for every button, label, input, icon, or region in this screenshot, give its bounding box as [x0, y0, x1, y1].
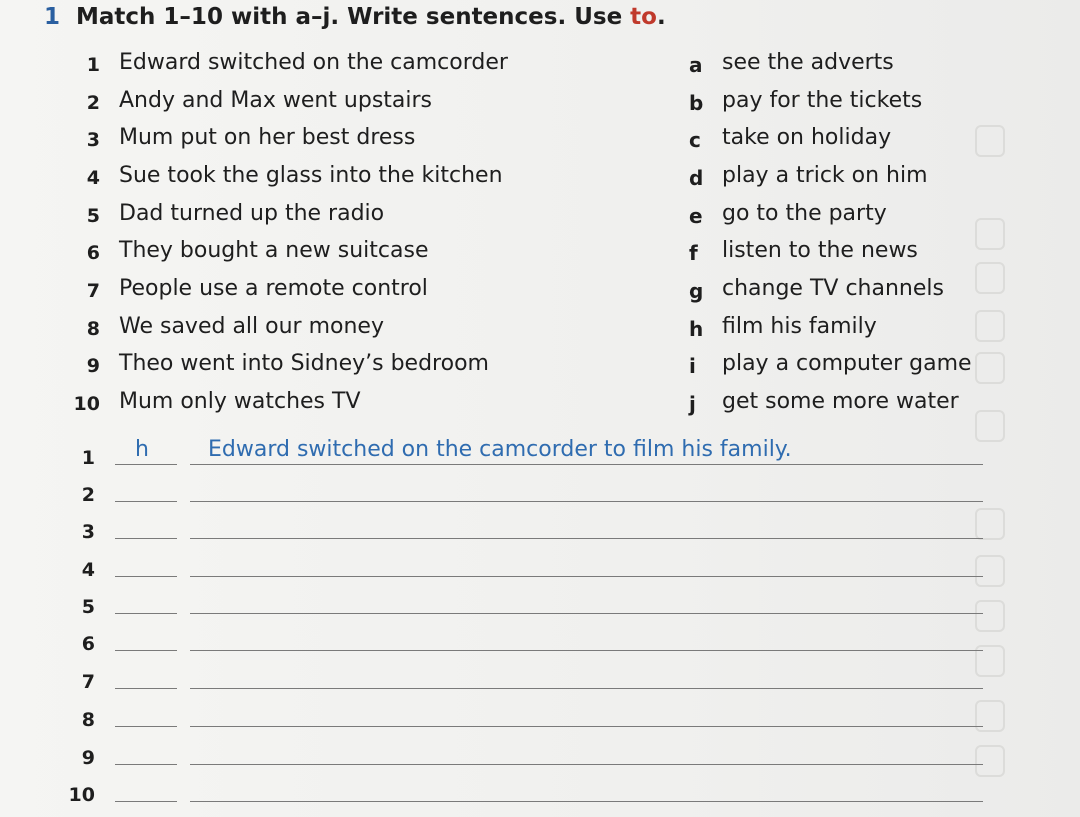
right-item-letter: g [689, 279, 704, 303]
instruction-suffix: . [656, 4, 666, 30]
left-item-number: 7 [86, 280, 100, 302]
left-item-text: Mum only watches TV [119, 389, 361, 414]
answer-sentence-field[interactable] [190, 511, 983, 539]
right-item-letter: a [689, 53, 703, 77]
right-item-letter: d [689, 166, 704, 190]
left-item-number: 1 [86, 54, 100, 76]
answer-letter-field[interactable] [115, 737, 177, 765]
answer-number: 9 [81, 747, 95, 769]
right-item-letter: f [689, 241, 698, 265]
left-item-text: Andy and Max went upstairs [119, 88, 433, 113]
answer-letter-field[interactable] [115, 699, 177, 727]
answer-sentence-field[interactable] [190, 699, 983, 727]
left-item-text: Edward switched on the camcorder [119, 50, 508, 75]
answer-sentence-field[interactable] [190, 737, 983, 765]
answer-letter-field[interactable] [115, 586, 177, 614]
left-item-number: 6 [86, 242, 100, 264]
answer-number: 3 [81, 521, 95, 543]
answer-sentence-field[interactable] [190, 623, 983, 651]
left-item-number: 5 [86, 205, 100, 227]
right-item-text: take on holiday [722, 125, 892, 150]
answer-letter-field[interactable] [115, 774, 177, 802]
right-item-text: listen to the news [722, 238, 918, 263]
answer-sentence-field[interactable] [190, 474, 983, 502]
right-item-letter: b [689, 91, 704, 115]
answer-sentence-field[interactable] [190, 774, 983, 802]
answer-letter-field[interactable] [115, 474, 177, 502]
right-item-letter: c [689, 128, 701, 152]
right-item-letter: i [689, 354, 696, 378]
left-item-number: 4 [86, 167, 100, 189]
answer-letter-field[interactable] [115, 661, 177, 689]
answer-letter-field[interactable]: h [115, 437, 177, 465]
right-item-text: play a trick on him [722, 163, 928, 188]
answer-number: 5 [81, 596, 95, 618]
answer-sentence-field[interactable]: Edward switched on the camcorder to film his family. [190, 437, 983, 465]
left-item-text: They bought a new suitcase [119, 238, 429, 263]
answer-number: 4 [81, 559, 95, 581]
instruction-keyword: to [630, 4, 657, 30]
left-item-number: 2 [86, 92, 100, 114]
left-item-number: 3 [86, 129, 100, 151]
right-item-text: change TV channels [722, 276, 944, 301]
answer-number: 7 [81, 671, 95, 693]
answer-letter-field[interactable] [115, 549, 177, 577]
right-item-letter: j [689, 392, 696, 416]
answer-number: 10 [68, 784, 95, 806]
answer-number: 2 [81, 484, 95, 506]
exercise-number: 1 [44, 4, 61, 30]
right-item-text: get some more water [722, 389, 959, 414]
right-item-letter: e [689, 204, 703, 228]
right-item-text: see the adverts [722, 50, 894, 75]
right-item-text: play a computer game [722, 351, 972, 376]
instruction-text: Match 1–10 with a–j. Write sentences. Use [76, 4, 631, 30]
left-item-number: 8 [86, 318, 100, 340]
left-item-text: People use a remote control [119, 276, 428, 301]
left-item-number: 9 [86, 355, 100, 377]
exercise-heading [44, 4, 666, 30]
left-item-text: Sue took the glass into the kitchen [119, 163, 503, 188]
answer-number: 1 [81, 447, 95, 469]
left-item-text: Dad turned up the radio [119, 201, 385, 226]
right-item-text: pay for the tickets [722, 88, 923, 113]
left-item-text: We saved all our money [119, 314, 384, 339]
answer-letter-field[interactable] [115, 623, 177, 651]
answer-number: 6 [81, 633, 95, 655]
answer-number: 8 [81, 709, 95, 731]
answer-sentence-field[interactable] [190, 586, 983, 614]
answer-sentence-field[interactable] [190, 549, 983, 577]
right-item-letter: h [689, 317, 704, 341]
answer-letter-field[interactable] [115, 511, 177, 539]
left-item-number: 10 [73, 393, 100, 415]
left-item-text: Mum put on her best dress [119, 125, 416, 150]
right-item-text: go to the party [722, 201, 887, 226]
right-item-text: film his family [722, 314, 877, 339]
answer-sentence-field[interactable] [190, 661, 983, 689]
left-item-text: Theo went into Sidney’s bedroom [119, 351, 489, 376]
